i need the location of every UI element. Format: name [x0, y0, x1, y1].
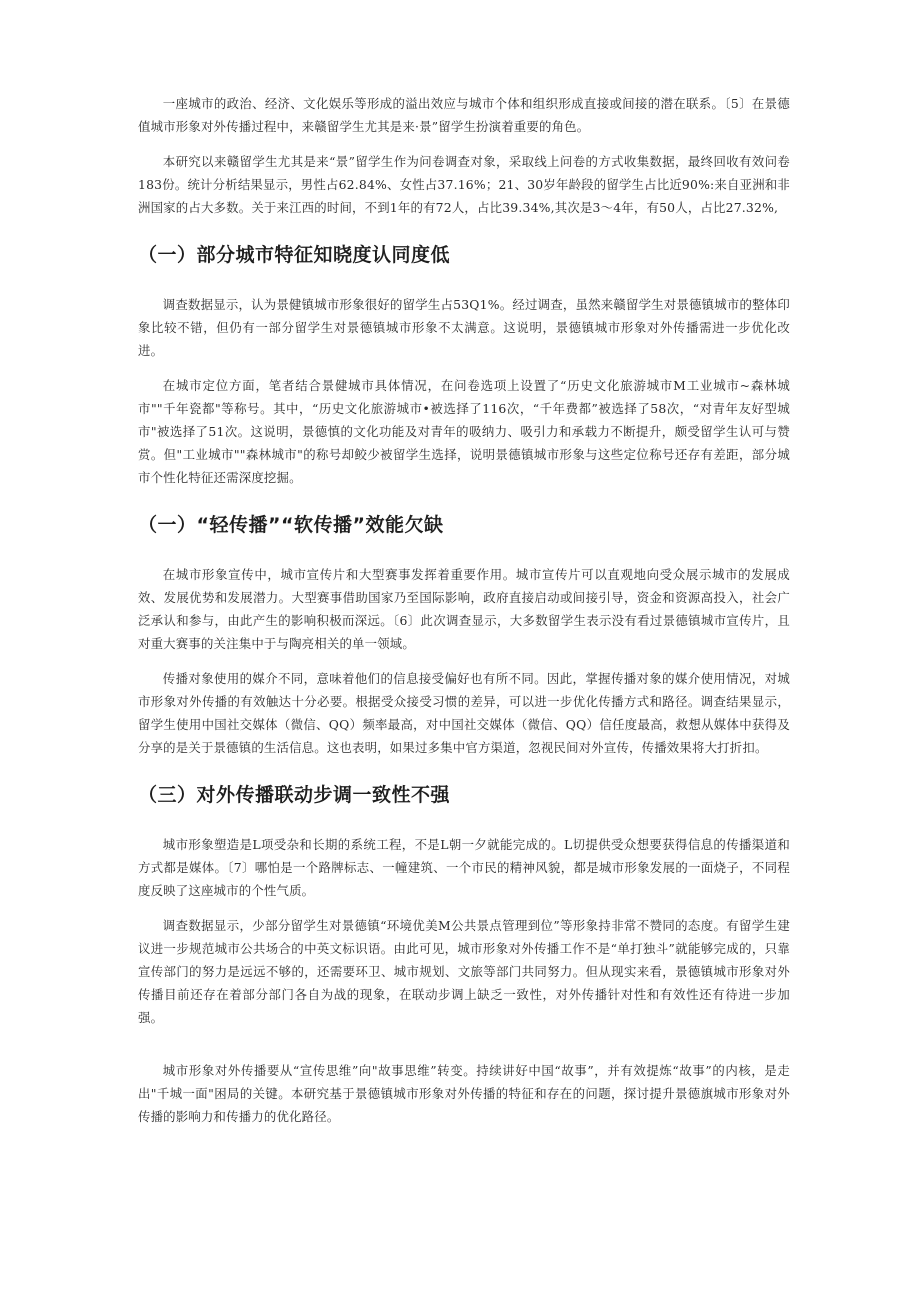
paragraph-system-engineering: 城市形象塑造是L项受杂和长期的系统工程，不是L朝一夕就能完成的。L切提供受众想要获得信息的传播渠道和方式都是媒体。〔7〕哪怕是一个路牌标志、一幢建筑、一个市民的精神风貌，都是城市形象发展的一面烧子，不同程度反映了这座城市的个性气质。 — [138, 837, 790, 898]
section-heading-3: （三）对外传播联动步调一致性不强 — [138, 784, 451, 806]
paragraph-survey-overview: 本研究以来赣留学生尤其是来“景”留学生作为问卷调查对象，采取线上问卷的方式收集数据，最终回收有效问卷183份。统计分析结果显示，男性占62.84%、女性占37.16%；21、30岁年龄段的留学生占比近90%:来自亚洲和非洲国家的占大多数。关于来江西的时间，不到1年的有72人，占比39.34%,其次是3～4年，有50人，占比27.32%, — [138, 154, 790, 215]
paragraph-city-positioning: 在城市定位方面，笔者结合景健城市具体情况，在问卷选项上设置了“历史文化旅游城市M工业城市~森林城市""千年瓷都"等称号。其中，“历史文化旅游城市•被选择了116次，“千年费都”被选择了58次，“对青年友好型城市"被选择了51次。这说明，景德慎的文化功能及对青年的吸纳力、吸引力和承载力不断提升，颇受留学生认可与赞赏。但"工业城市""森林城市"的称号却鲛少被留学生选择，说明景德镇城市形象与这些定位称号还存有差距，部分城市个性化特征还需深度挖掘。 — [138, 378, 790, 485]
section-heading-1: （一）部分城市特征知晓度认同度低 — [138, 244, 451, 266]
paragraph-media-usage: 传播对象使用的媒介不同，意味着他们的信息接受偏好也有所不同。因此，掌握传播对象的媒介使用情况，对城市形象对外传播的有效触达十分必要。根据受众接受习惯的差异，可以进一步优化传播方式和路径。调查结果显示，留学生使用中国社交媒体（微信、QQ）频率最高，对中国社交媒体（微信、QQ）信任度最高，救想从媒体中获得及分享的是关于景德镇的生活信息。这也表明，如果过多集中官方渠道，忽视民间对外宣传，传播效果将大打折扣。 — [138, 671, 790, 755]
paragraph-intro: 一座城市的政治、经济、文化娱乐等形成的溢出效应与城市个体和组织形成直接或间接的潜在联系。〔5〕在景德值城市形象对外传播过程中，来赣留学生尤其是来·景”留学生扮演着重要的角色。 — [138, 96, 790, 134]
paragraph-conclusion: 城市形象对外传播要从“宣传思维”向"故事思维”转变。持续讲好中国“故事”，并有效提炼“故事”的内核，是走出"千城一面"困局的关键。本研究基于景德镇城市形象对外传播的特征和存在的问题，探讨提升景德旗城市形象对外传播的影响力和传播力的优化路径。 — [138, 1063, 790, 1124]
section-heading-2: （一）“轻传播”“软传播”效能欠缺 — [138, 514, 444, 536]
paragraph-city-image-rating: 调查数据显示，认为景健镇城市形象很好的留学生占53Q1%。经过调查，虽然来赣留学生对景德镇城市的整体印象比较不错，但仍有一部分留学生对景德镇城市形象不太满意。这说明，景德镇城市形象对外传播需进一步优化改进。 — [138, 297, 790, 358]
document-page — [138, 92, 790, 1140]
paragraph-promo-video: 在城市形象宣传中，城市宣传片和大型赛事发挥着重要作用。城市宣传片可以直观地向受众展示城市的发展成效、发展优势和发展潜力。大型赛事借助国家乃至国际影响，政府直接启动或间接引导，资金和资源高投入，社会广泛承认和参与，由此产生的影响积极而深远。〔6〕此次调查显示，大多数留学生表示没有看过景德镇城市宣传片，且对重大赛事的关注集中于与陶亮相关的单一领域。 — [138, 567, 790, 651]
paragraph-department-coordination: 调查数据显示，少部分留学生对景德镇“环境优美M公共景点管理到位”等形象持非常不赞同的态度。有留学生建议进一步规范城市公共场合的中英文标识语。由此可见，城市形象对外传播工作不是“单打独斗”就能够完成的，只靠宣传部门的努力是远远不够的，还需要环卫、城市规划、文旅等部门共同努力。但从现实来看，景德镇城市形象对外传播目前还存在着部分部门各自为战的现象，在联动步调上缺乏一致性，对外传播针对性和有效性还有待进一步加强。 — [138, 918, 790, 1025]
